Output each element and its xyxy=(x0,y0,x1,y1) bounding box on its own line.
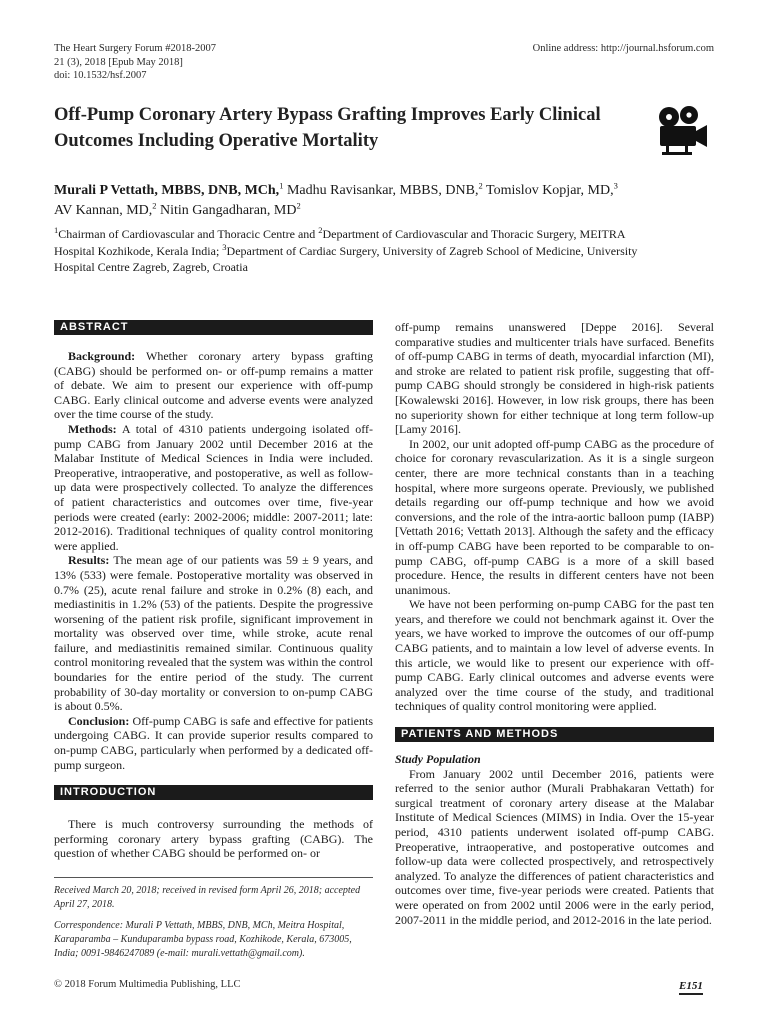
author-affiliation-mark: 1 xyxy=(279,180,284,191)
author-name: AV Kannan, MD, xyxy=(54,203,153,218)
background-label: Background: xyxy=(68,349,136,363)
introduction-paragraph: There is much controversy surrounding the methods of performing coronary artery bypass grafting (CABG). The question of whether CABG should be performed on- or xyxy=(54,817,373,861)
author-name: Murali P Vettath, MBBS, DNB, MCh, xyxy=(54,183,280,198)
abstract-heading: ABSTRACT xyxy=(54,320,373,335)
author-affiliation-mark: 2 xyxy=(296,200,301,211)
abstract-methods xyxy=(54,422,373,553)
copyright: © 2018 Forum Multimedia Publishing, LLC xyxy=(54,979,241,990)
title-line-1: Off-Pump Coronary Artery Bypass Grafting Improves Early Clinical xyxy=(54,105,601,125)
affiliation-2: Department of Cardiovascular and Thoracic Surgery, MEITRA xyxy=(322,227,626,241)
author-name: Madhu Ravisankar, MBBS, DNB, xyxy=(286,183,479,198)
methods-label: Methods: xyxy=(68,421,117,436)
received-dates: Received March 20, 2018; received in revised form April 26, 2018; accepted April 27, 2018. xyxy=(54,885,361,910)
introduction-heading: INTRODUCTION xyxy=(54,785,373,800)
affiliation-1: Chairman of Cardiovascular and Thoracic Centre and xyxy=(58,227,319,241)
title-line-2: Outcomes Including Operative Mortality xyxy=(54,131,379,151)
affiliation-2-cont: Hospital Kozhikode, Kerala India; xyxy=(54,243,223,258)
journal-doi: doi: 10.1532/hsf.2007 xyxy=(54,70,147,81)
film-camera-icon xyxy=(652,104,708,156)
author-affiliation-mark: 3 xyxy=(613,180,618,191)
study-population-paragraph: From January 2002 until December 2016, patients were referred to the senior author (Murali Prabhakaran Vettath) for surgical treatment of coronary artery disease at the Malabar Institute of Medical Sciences (MIMS) in India. Over the 15-year period, 4310 patients underwent isolated off-pump CABG. Preoperative, intraoperative, and postoperative outcomes and follow-up data were collected prospectively, and retrospectively analyzed. To analyze the differences of patient characteristics and outcomes over time, five-year periods were created. Patients that were operated on from 2002 until 2006 were in the early period, 2007-2011 in the middle period, and 2012-2016 in the late period. xyxy=(395,766,714,927)
author-name: Tomislov Kopjar, MD, xyxy=(486,183,614,198)
abstract-background xyxy=(54,349,373,422)
abstract-conclusion xyxy=(54,714,373,772)
affiliation-mark: 3 xyxy=(222,241,227,252)
affiliation-mark: 1 xyxy=(54,225,59,235)
methods-text: A total of 4310 patients undergoing isolated off- pump CABG from January 2002 until December 2016 at the Malabar Institute of Medical Sciences in India were included. Preoperative, intraoperative, and postoperative, as well as follow-up data were prospectively collected. To analyze the differences of patient characteristics and outcomes over time, five-year periods were created (early: 2002-2006; middle: 2007-2011; late: 2012-2016). Traditional techniques of quality control monitoring were applied. xyxy=(54,421,373,553)
introduction-paragraph: In 2002, our unit adopted off-pump CABG as the procedure of choice for coronary revascularization. As it is a single surgeon center, there are more technical constants than in a teaching hospital, where more surgeons operate. Previously, we published details regarding our off-pump technique and how we avoid conversions, and the role of the intra-aortic balloon pump (IABP) [Vettath 2016; Vettath 2013]. Although the safety and the efficacy in off-pump CABG have been reported to be comparable to on-pump CABG, off-pump CABG is a more of a skill based procedure. Hence, the results in different centers have not been unanimous. xyxy=(395,436,714,597)
study-population-subheading: Study Population xyxy=(395,752,481,767)
results-label: Results: xyxy=(68,553,110,568)
abstract-results xyxy=(54,553,373,714)
results-text: The mean age of our patients was 59 ± 9 years, and 13% (533) were female. Postoperative mortality was observed in 0.7% (25), acute renal failure and stroke in 0.2% (8) each, and mediastinitis in 1.2% (53) of the patients. Despite the progressive worsening of the patient risk profile, significant improvement in mortality was observed over time, while stroke, acute renal failure, and mediastinitis remained similar. Continuous quality control monitoring revealed that the system was within the control boundaries for the entire period of the study. The current probability of 30-day mortality or conversion to on-pump CABG is about 0.5%. xyxy=(54,553,373,714)
author-name: Nitin Gangadharan, MD xyxy=(160,203,297,218)
right-column xyxy=(395,320,714,927)
journal-header xyxy=(54,42,216,83)
author-affiliation-mark: 2 xyxy=(478,180,483,191)
journal-name: The Heart Surgery Forum #2018-2007 xyxy=(54,43,216,54)
conclusion-text: Off-pump CABG is safe and effective for patients undergoing CABG. It can provide superior results compared to on-pump CABG, particularly when performed by a dedicated off-pump surgeon. xyxy=(54,713,373,772)
introduction-paragraph-cont: off-pump remains unanswered [Deppe 2016]. Several comparative studies and multicenter trials have surfaced. Benefits of off-pump CABG in terms of death, myocardial infarction (MI), and stroke are related to patient risk profile, suggesting that off-pump CABG should strongly be considered in high-risk patients [Kowalewski 2016]. However, in low risk groups, there has been no superiority shown for either technique at long term follow-up [Lamy 2016]. xyxy=(395,320,714,437)
page-title xyxy=(54,102,634,154)
patients-methods-heading: PATIENTS AND METHODS xyxy=(395,727,714,742)
affiliation-mark: 2 xyxy=(318,225,323,235)
journal-issue: 21 (3), 2018 [Epub May 2018] xyxy=(54,56,183,68)
conclusion-label: Conclusion: xyxy=(68,713,130,728)
affiliation-3: Department of Cardiac Surgery, University of Zagreb School of Medicine, University xyxy=(226,243,638,258)
affiliations xyxy=(54,226,714,276)
page-number: E151 xyxy=(679,980,703,995)
author-affiliation-mark: 2 xyxy=(152,200,157,211)
affiliation-3-cont: Hospital Centre Zagreb, Zagreb, Croatia xyxy=(54,260,248,274)
author-list xyxy=(54,181,714,221)
background-text: Whether coronary artery bypass grafting (CABG) should be performed on- or off-pump remains a matter of debate. We aim to present our experience with off-pump CABG. Early clinical outcome and adverse events were analyzed over the time course of the study. xyxy=(54,349,373,422)
left-column xyxy=(54,320,373,961)
introduction-paragraph: We have not been performing on-pump CABG for the past ten years, and therefore we could not benchmark against it. Over the years, we have worked to improve the outcomes of our off-pump CABG patients, and to maintain a low level of adverse events. In this article, we would like to present our experience with off-pump CABG. Early clinical outcomes and adverse events were analyzed over the time course of the study, and traditional techniques of quality control monitoring were applied. xyxy=(395,597,714,714)
correspondence: Correspondence: Murali P Vettath, MBBS, DNB, MCh, Meitra Hospital, Karaparamba – Kunduparamba bypass road, Kozhikode, Kerala, 673005, India; 0091-9846247089 (e-mail: murali.vettath@gmail.com). xyxy=(54,920,352,959)
online-address[interactable]: Online address: http://journal.hsforum.com xyxy=(532,43,714,54)
